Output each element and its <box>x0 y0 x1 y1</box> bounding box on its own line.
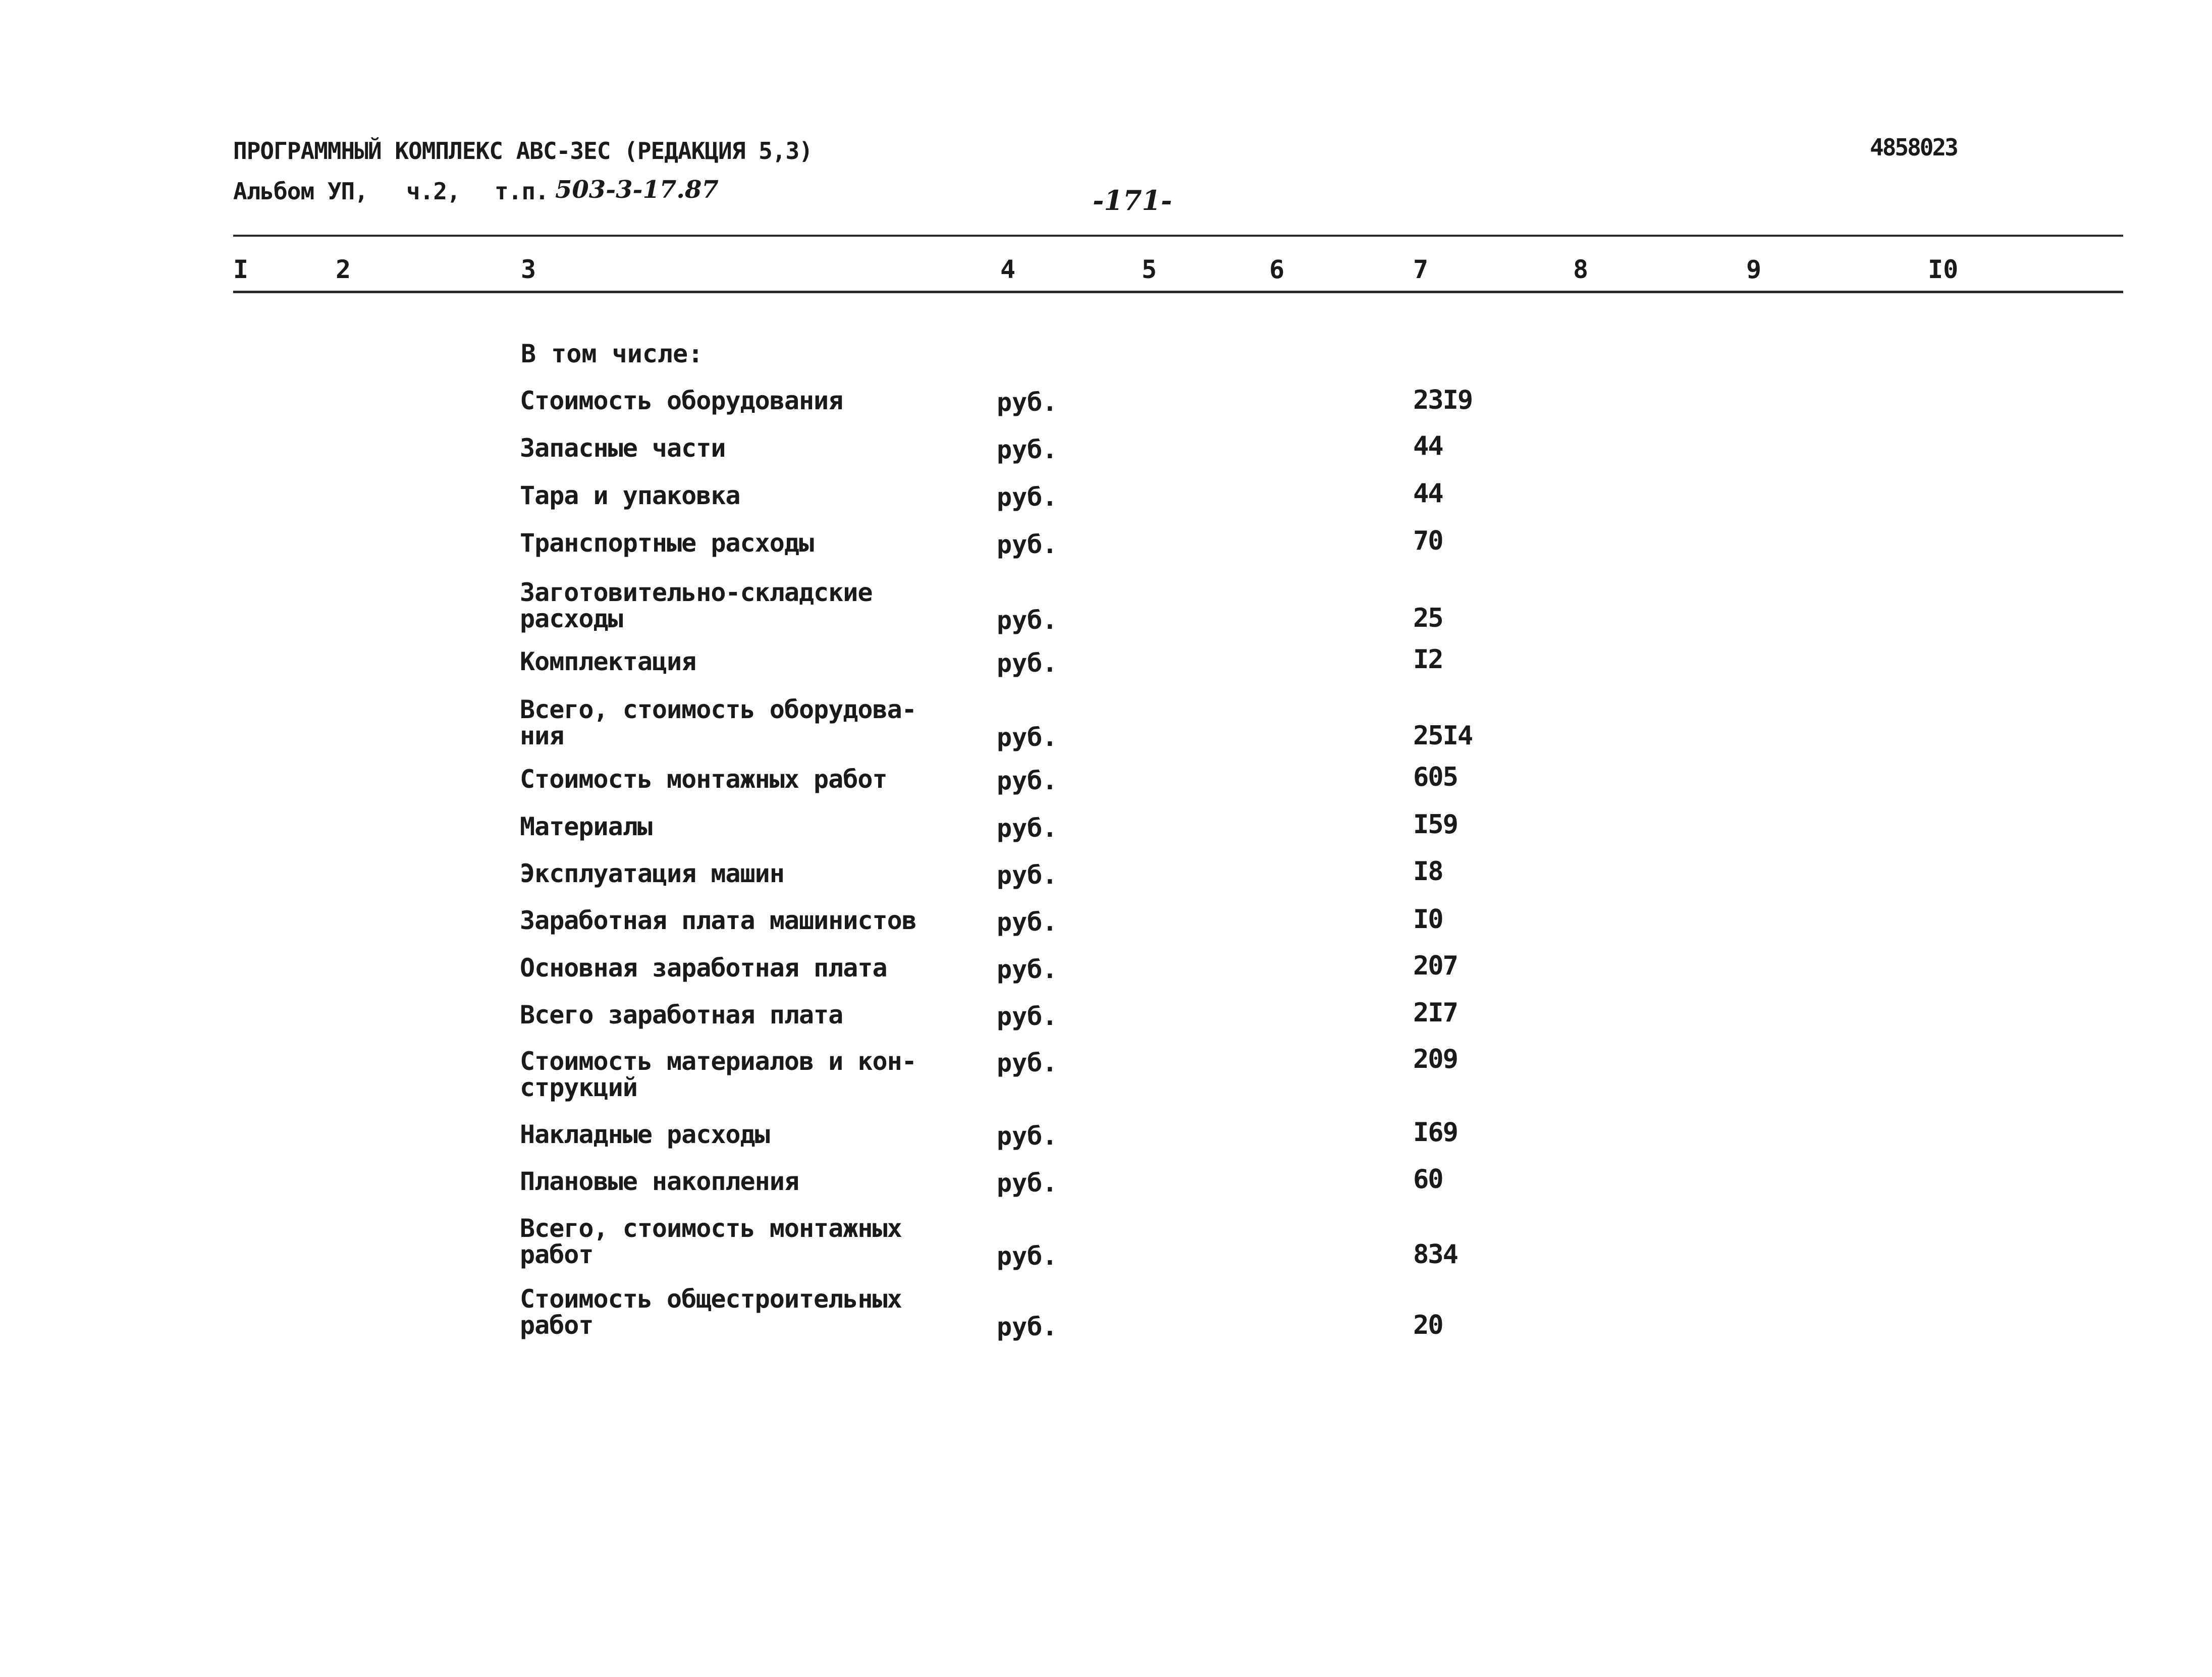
row-value: 20 <box>1413 1310 1443 1340</box>
row-value: 60 <box>1413 1164 1443 1195</box>
document-code: 4858023 <box>1870 134 1957 161</box>
row-value: I8 <box>1413 856 1443 887</box>
header-bottom-rule <box>233 291 2123 293</box>
row-description: Транспортные расходы <box>520 528 814 558</box>
column-header-7: 7 <box>1413 255 1429 284</box>
row-unit: руб. <box>997 482 1058 512</box>
column-header-8: 8 <box>1573 255 1589 284</box>
row-value: I0 <box>1413 904 1443 935</box>
row-value: 834 <box>1413 1239 1458 1270</box>
row-value: I59 <box>1413 809 1458 840</box>
row-unit: руб. <box>997 388 1058 417</box>
row-unit: руб. <box>997 955 1058 984</box>
row-description: Основная заработная плата <box>520 953 887 983</box>
tp-number: 503-3-17.87 <box>555 176 719 204</box>
row-unit: руб. <box>997 1121 1058 1151</box>
row-unit: руб. <box>997 1002 1058 1031</box>
row-description: Всего, стоимость монтажных работ <box>520 1214 902 1269</box>
row-unit: руб. <box>997 435 1058 464</box>
row-value: 44 <box>1413 478 1443 509</box>
row-unit: руб. <box>997 1168 1058 1198</box>
row-value: 207 <box>1413 951 1458 981</box>
row-unit: руб. <box>997 648 1058 678</box>
section-subtitle: В том числе: <box>521 339 704 368</box>
header-top-rule <box>233 235 2123 237</box>
column-header-2: 2 <box>336 255 351 284</box>
row-description: Комплектация <box>520 647 696 676</box>
row-description: Стоимость общестроительных работ <box>520 1284 902 1340</box>
part-label: ч.2, <box>406 178 460 205</box>
row-description: Всего, стоимость оборудова- ния <box>520 695 916 750</box>
row-unit: руб. <box>997 606 1058 635</box>
program-title: ПРОГРАММНЫЙ КОМПЛЕКС АВС-3ЕС (РЕДАКЦИЯ 5,3) <box>233 137 813 165</box>
row-description: Накладные расходы <box>520 1120 770 1149</box>
row-value: 23I9 <box>1413 385 1473 415</box>
row-description: Стоимость оборудования <box>520 386 843 415</box>
row-value: 25I4 <box>1413 721 1473 751</box>
column-header-4: 4 <box>1000 255 1016 284</box>
row-value: I2 <box>1413 644 1443 675</box>
row-unit: руб. <box>997 723 1058 752</box>
row-description: Всего заработная плата <box>520 1000 843 1030</box>
row-value: 605 <box>1413 762 1458 792</box>
row-unit: руб. <box>997 907 1058 937</box>
row-value: I69 <box>1413 1117 1458 1148</box>
row-unit: руб. <box>997 814 1058 843</box>
row-value: 70 <box>1413 526 1443 556</box>
row-description: Тара и упаковка <box>520 481 740 510</box>
row-value: 44 <box>1413 431 1443 461</box>
row-description: Плановые накопления <box>520 1167 799 1196</box>
column-header-10: I0 <box>1928 255 1959 284</box>
row-unit: руб. <box>997 530 1058 559</box>
row-description: Эксплуатация машин <box>520 859 784 888</box>
row-description: Заработная плата машинистов <box>520 906 916 935</box>
row-value: 25 <box>1413 603 1443 633</box>
row-description: Стоимость монтажных работ <box>520 765 887 794</box>
tp-prefix: т.п. <box>495 178 549 205</box>
row-value: 209 <box>1413 1044 1458 1074</box>
row-description: Запасные части <box>520 434 726 463</box>
row-unit: руб. <box>997 766 1058 795</box>
column-header-1: I <box>233 255 249 284</box>
row-unit: руб. <box>997 1048 1058 1077</box>
row-description: Материалы <box>520 812 652 841</box>
album-label: Альбом УП, <box>233 178 368 205</box>
row-unit: руб. <box>997 1241 1058 1271</box>
column-header-3: 3 <box>521 255 536 284</box>
row-description: Стоимость материалов и кон- струкций <box>520 1047 916 1102</box>
row-unit: руб. <box>997 1312 1058 1341</box>
row-value: 2I7 <box>1413 998 1458 1028</box>
column-header-9: 9 <box>1746 255 1762 284</box>
column-header-6: 6 <box>1269 255 1285 284</box>
row-description: Заготовительно-складские расходы <box>520 578 873 633</box>
row-unit: руб. <box>997 860 1058 890</box>
page-number: -171- <box>1093 184 1172 217</box>
column-header-5: 5 <box>1142 255 1157 284</box>
